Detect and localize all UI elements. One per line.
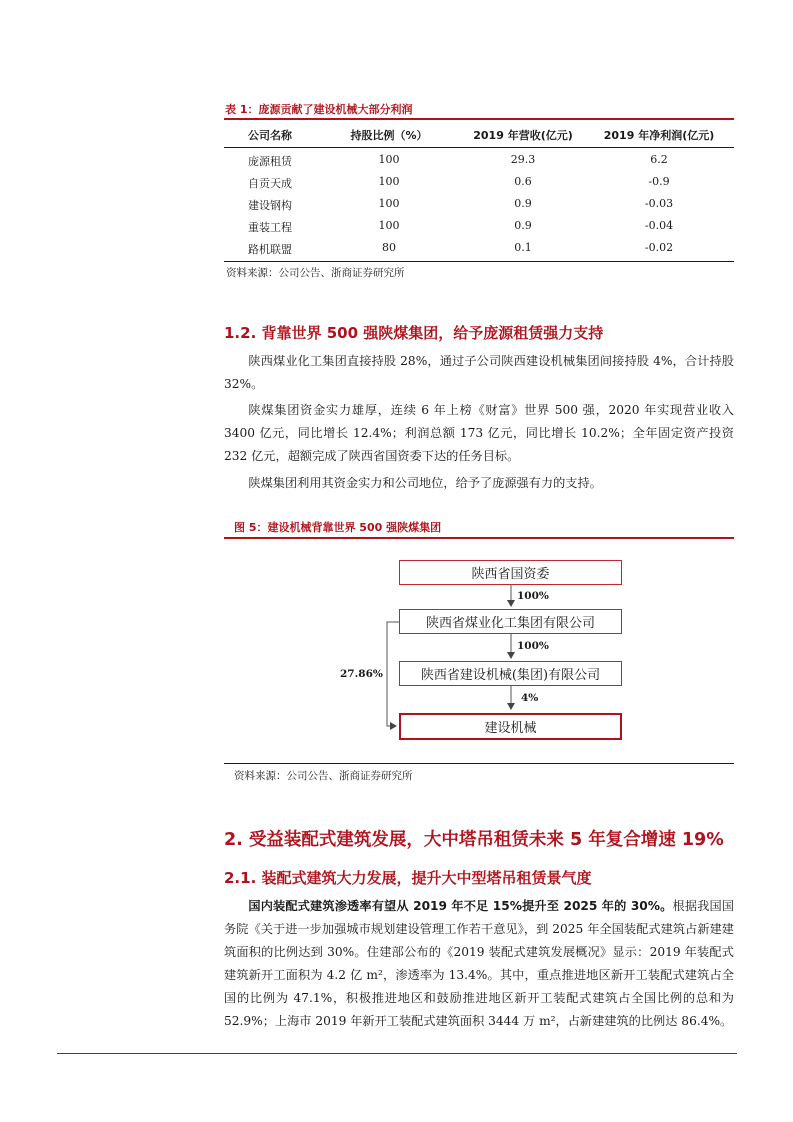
table-cell: 庞源租赁 xyxy=(248,155,292,168)
table-cell: 6.2 xyxy=(650,153,668,166)
table-cell: 100 xyxy=(378,175,400,188)
table-cell: 重装工程 xyxy=(248,221,292,234)
figure-bottom-rule xyxy=(224,763,734,764)
table-cell: -0.04 xyxy=(644,219,674,232)
table-cell: 建设钢构 xyxy=(248,199,292,212)
table-header: 2019 年净利润(亿元) xyxy=(603,129,715,142)
node-shaanxi-coal-group: 陕西省煤业化工集团有限公司 xyxy=(399,609,622,634)
section-heading: 2.1. 装配式建筑大力发展，提升大中型塔吊租赁景气度 xyxy=(224,869,592,887)
table-cell: 自贡天成 xyxy=(248,177,292,190)
table-cell: 29.3 xyxy=(510,153,536,166)
paragraph xyxy=(224,895,734,1033)
paragraph: 陕煤集团利用其资金实力和公司地位，给予了庞源强有力的支持。 xyxy=(248,476,602,490)
figure-source: 资料来源：公司公告、浙商证券研究所 xyxy=(234,770,413,782)
table-source: 资料来源：公司公告、浙商证券研究所 xyxy=(226,267,405,279)
table-header: 持股比例（%） xyxy=(350,129,428,142)
table-cell: 0.9 xyxy=(514,197,532,210)
paragraph: 陕煤集团资金实力雄厚，连续 6 年上榜《财富》世界 500 强，2020 年实现营业收入 3400 亿元，同比增长 12.4%；利润总额 173 亿元，同比增长 10.2%；全年固定资产投资 232 亿元，超额完成了陕西省国资委下达的任务目标。 xyxy=(224,403,734,463)
table-cell: -0.03 xyxy=(644,197,674,210)
table-cell: 100 xyxy=(378,219,400,232)
paragraph: 陕西煤业化工集团直接持股 28%，通过子公司陕西建设机械集团间接持股 4%，合计持股 32%。 xyxy=(224,354,734,391)
paragraph-lead: 国内装配式建筑渗透率有望从 2019 年不足 15%提升至 2025 年的 30%。 xyxy=(248,899,673,913)
edge-label: 4% xyxy=(521,692,539,704)
table-cell: 路机联盟 xyxy=(248,243,292,256)
edge-label: 100% xyxy=(517,590,549,602)
table-cell: -0.02 xyxy=(644,241,674,254)
table-cell: 0.9 xyxy=(514,219,532,232)
node-sasac: 陕西省国资委 xyxy=(399,560,622,585)
edge-label: 100% xyxy=(517,640,549,652)
table-cell: 0.6 xyxy=(514,175,532,188)
table-cell: 0.1 xyxy=(514,241,532,254)
chapter-heading: 2. 受益装配式建筑发展，大中塔吊租赁未来 5 年复合增速 19% xyxy=(224,830,724,850)
table-cell: 100 xyxy=(378,153,400,166)
node-construction-machinery: 建设机械 xyxy=(399,713,622,740)
side-ownership-label: 27.86% xyxy=(340,668,383,680)
figure-caption: 图 5：建设机械背靠世界 500 强陕煤集团 xyxy=(234,521,442,534)
footer-rule xyxy=(57,1053,737,1054)
paragraph-body: 根据我国国务院《关于进一步加强城市规划建设管理工作若干意见》，到 2025 年全国装配式建筑占新建建筑面积的比例达到 30%。住建部公布的《2019 装配式建筑发展概况》显示：2019 年装配式建筑新开工面积为 4.2 亿 m²，渗透率为 13.4%。其中，重点推进地区新开工装配式建筑占全国的比例为 47.1%，积极推进地区和鼓励推进地区新开工装配式建筑占全国比例的总和为 52.9%；上海市 2019 年新开工装配式建筑面积 3444 万 m²，占新建建筑的比例达 86.4%。 xyxy=(224,899,734,1028)
section-heading: 1.2. 背靠世界 500 强陕煤集团，给予庞源租赁强力支持 xyxy=(224,324,604,342)
table-cell: 80 xyxy=(382,241,396,254)
table-header: 公司名称 xyxy=(248,129,292,142)
table-header: 2019 年营收(亿元) xyxy=(473,129,573,142)
node-construction-machinery-group: 陕西省建设机械(集团)有限公司 xyxy=(399,661,622,686)
table-cell: 100 xyxy=(378,197,400,210)
table-caption: 表 1：庞源贡献了建设机械大部分利润 xyxy=(225,103,413,116)
table-cell: -0.9 xyxy=(648,175,670,188)
